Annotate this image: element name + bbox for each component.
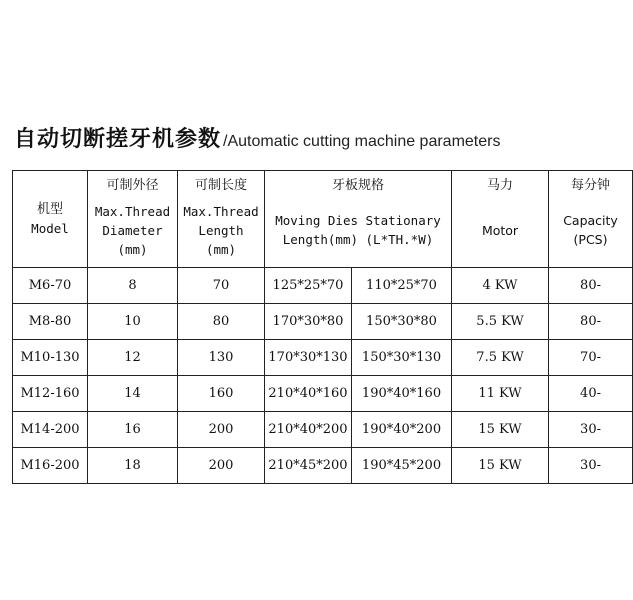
cell-diameter: 8 bbox=[88, 268, 178, 304]
cell-length: 160 bbox=[178, 376, 265, 412]
table-row bbox=[13, 448, 633, 484]
cell-stationary-dies: 190*40*200 bbox=[352, 412, 452, 448]
cell-motor: 5.5 KW bbox=[452, 304, 549, 340]
table-row bbox=[13, 304, 633, 340]
cell-motor: 4 KW bbox=[452, 268, 549, 304]
cell-capacity: 40- bbox=[549, 376, 633, 412]
header-model: 机型 Model bbox=[13, 171, 88, 268]
cell-model: M14-200 bbox=[13, 412, 88, 448]
cell-capacity: 30- bbox=[549, 448, 633, 484]
table-row bbox=[13, 376, 633, 412]
header-dies: 牙板规格 Moving Dies Stationary Length(mm) (L*TH.*W) bbox=[265, 171, 452, 268]
cell-diameter: 18 bbox=[88, 448, 178, 484]
cell-motor: 15 KW bbox=[452, 412, 549, 448]
title-chinese: 自动切断搓牙机参数 bbox=[14, 127, 222, 152]
cell-capacity: 80- bbox=[549, 304, 633, 340]
header-diameter: 可制外径 Max.Thread Diameter (mm) bbox=[88, 171, 178, 268]
cell-stationary-dies: 190*40*160 bbox=[352, 376, 452, 412]
cell-moving-dies: 210*40*160 bbox=[265, 376, 352, 412]
header-motor: 马力 Motor bbox=[452, 171, 549, 268]
cell-stationary-dies: 150*30*130 bbox=[352, 340, 452, 376]
header-length: 可制长度 Max.Thread Length (mm) bbox=[178, 171, 265, 268]
table-row bbox=[13, 268, 633, 304]
cell-stationary-dies: 110*25*70 bbox=[352, 268, 452, 304]
cell-moving-dies: 170*30*80 bbox=[265, 304, 352, 340]
parameters-table bbox=[12, 170, 633, 484]
header-capacity: 每分钟 Capacity (PCS) bbox=[549, 171, 633, 268]
cell-moving-dies: 170*30*130 bbox=[265, 340, 352, 376]
cell-motor: 7.5 KW bbox=[452, 340, 549, 376]
table-row bbox=[13, 412, 633, 448]
cell-motor: 11 KW bbox=[452, 376, 549, 412]
cell-diameter: 10 bbox=[88, 304, 178, 340]
cell-stationary-dies: 190*45*200 bbox=[352, 448, 452, 484]
table-row bbox=[13, 340, 633, 376]
cell-diameter: 16 bbox=[88, 412, 178, 448]
cell-length: 130 bbox=[178, 340, 265, 376]
cell-capacity: 80- bbox=[549, 268, 633, 304]
page-title bbox=[14, 122, 500, 153]
cell-length: 80 bbox=[178, 304, 265, 340]
cell-moving-dies: 125*25*70 bbox=[265, 268, 352, 304]
cell-stationary-dies: 150*30*80 bbox=[352, 304, 452, 340]
cell-capacity: 70- bbox=[549, 340, 633, 376]
cell-length: 70 bbox=[178, 268, 265, 304]
title-english: /Automatic cutting machine parameters bbox=[223, 133, 501, 150]
cell-motor: 15 KW bbox=[452, 448, 549, 484]
cell-moving-dies: 210*40*200 bbox=[265, 412, 352, 448]
cell-model: M6-70 bbox=[13, 268, 88, 304]
cell-length: 200 bbox=[178, 412, 265, 448]
cell-capacity: 30- bbox=[549, 412, 633, 448]
table-header-row bbox=[13, 171, 633, 268]
cell-moving-dies: 210*45*200 bbox=[265, 448, 352, 484]
cell-model: M16-200 bbox=[13, 448, 88, 484]
cell-diameter: 12 bbox=[88, 340, 178, 376]
cell-diameter: 14 bbox=[88, 376, 178, 412]
cell-model: M10-130 bbox=[13, 340, 88, 376]
cell-length: 200 bbox=[178, 448, 265, 484]
cell-model: M12-160 bbox=[13, 376, 88, 412]
cell-model: M8-80 bbox=[13, 304, 88, 340]
